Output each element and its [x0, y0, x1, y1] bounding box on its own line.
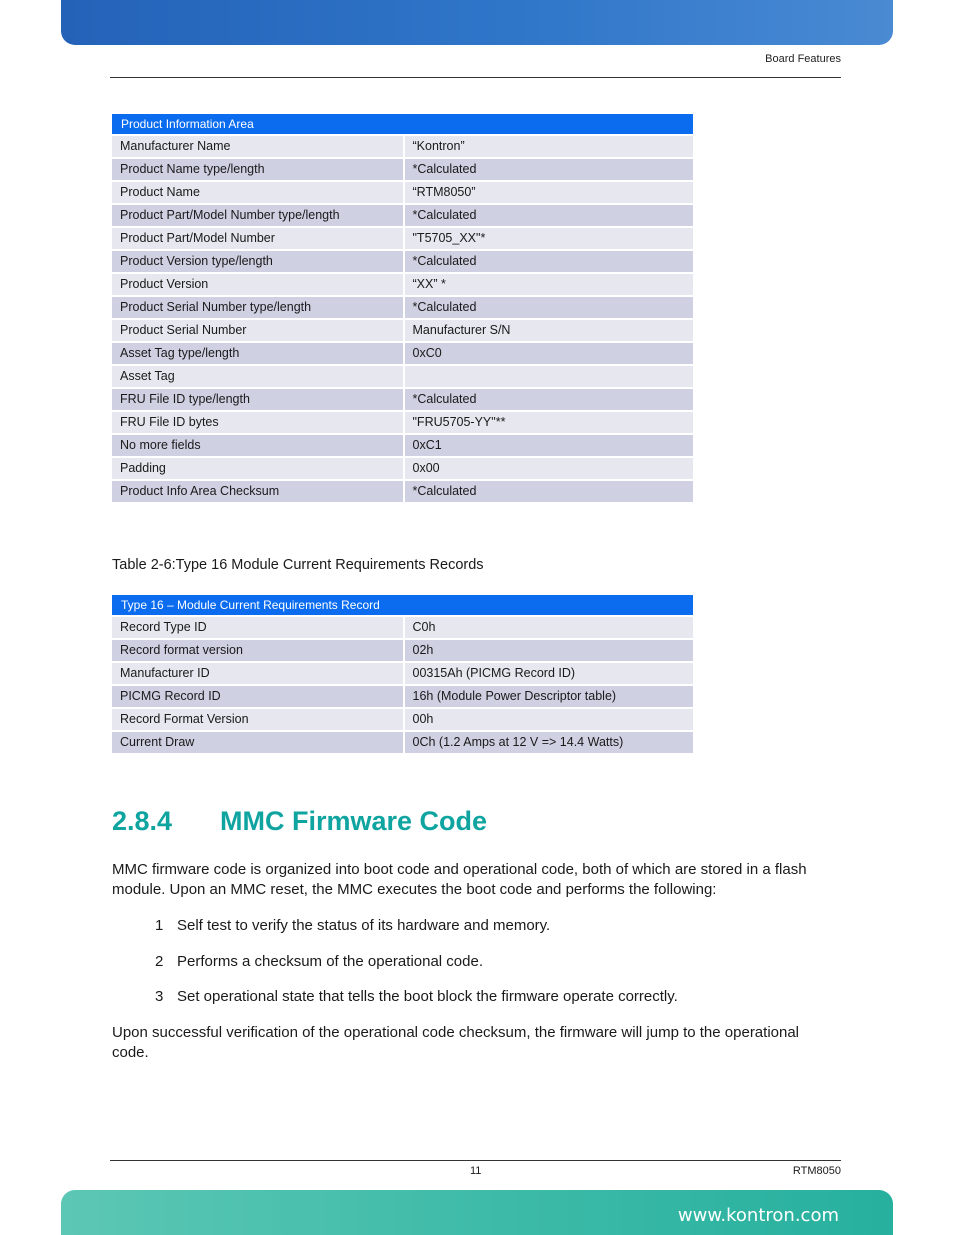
- table-row: [112, 251, 693, 272]
- field-name-cell: Product Part/Model Number: [112, 228, 403, 249]
- field-name-cell: No more fields: [112, 435, 403, 456]
- list-text: Set operational state that tells the boot block the firmware operate correctly.: [177, 988, 678, 1005]
- table-title: Product Information Area: [112, 114, 693, 134]
- table-row: [112, 412, 693, 433]
- field-value-cell: C0h: [403, 617, 694, 638]
- field-name-cell: PICMG Record ID: [112, 686, 403, 707]
- list-number: 3: [155, 988, 164, 1005]
- paragraph-intro: MMC firmware code is organized into boot code and operational code, both of which are stored in a flash module. Upon an MMC reset, the MMC executes the boot code and performs the following:: [112, 861, 807, 898]
- field-value-cell: 0Ch (1.2 Amps at 12 V => 14.4 Watts): [403, 732, 694, 753]
- field-value-cell: 00h: [403, 709, 694, 730]
- field-name-cell: Padding: [112, 458, 403, 479]
- bottom-banner: [61, 1190, 893, 1235]
- table-row: [112, 663, 693, 684]
- paragraph-conclusion: Upon successful verification of the operational code checksum, the firmware will jump to the operational code.: [112, 1024, 800, 1061]
- field-value-cell: "FRU5705-YY"**: [403, 412, 694, 433]
- field-value-cell: “XX” *: [403, 274, 694, 295]
- document-name: RTM8050: [792, 1165, 841, 1177]
- table-row: [112, 709, 693, 730]
- field-name-cell: Asset Tag: [112, 366, 403, 387]
- table-row: [112, 732, 693, 753]
- field-value-cell: *Calculated: [403, 389, 694, 410]
- table-row: [112, 274, 693, 295]
- field-name-cell: Product Serial Number type/length: [112, 297, 403, 318]
- table-row: [112, 686, 693, 707]
- field-name-cell: Product Part/Model Number type/length: [112, 205, 403, 226]
- field-value-cell: *Calculated: [403, 205, 694, 226]
- field-name-cell: Product Name type/length: [112, 159, 403, 180]
- field-name-cell: Record Format Version: [112, 709, 403, 730]
- field-value-cell: *Calculated: [403, 251, 694, 272]
- field-value-cell: 16h (Module Power Descriptor table): [403, 686, 694, 707]
- footer-rule: [110, 1160, 841, 1161]
- field-value-cell: Manufacturer S/N: [403, 320, 694, 341]
- field-name-cell: FRU File ID bytes: [112, 412, 403, 433]
- table-row: [112, 320, 693, 341]
- header-section-title: Board Features: [765, 53, 841, 65]
- table-row: [112, 435, 693, 456]
- field-name-cell: Current Draw: [112, 732, 403, 753]
- list-number: 1: [155, 917, 164, 934]
- type16-requirements-table: [112, 593, 693, 755]
- field-name-cell: FRU File ID type/length: [112, 389, 403, 410]
- field-value-cell: *Calculated: [403, 159, 694, 180]
- product-information-table: [112, 112, 693, 504]
- table-row: [112, 458, 693, 479]
- list-item: [155, 952, 483, 972]
- table-title: Type 16 – Module Current Requirements Record: [112, 595, 693, 615]
- list-text: Performs a checksum of the operational code.: [177, 953, 483, 970]
- table-row: [112, 228, 693, 249]
- field-value-cell: *Calculated: [403, 297, 694, 318]
- field-name-cell: Product Name: [112, 182, 403, 203]
- section-number: 2.8.4: [112, 806, 173, 836]
- field-name-cell: Product Serial Number: [112, 320, 403, 341]
- table-row: [112, 640, 693, 661]
- table-row: [112, 205, 693, 226]
- field-value-cell: "T5705_XX"*: [403, 228, 694, 249]
- field-name-cell: Record format version: [112, 640, 403, 661]
- field-value-cell: 02h: [403, 640, 694, 661]
- field-name-cell: Manufacturer Name: [112, 136, 403, 157]
- section-title: MMC Firmware Code: [220, 806, 488, 836]
- table-row: [112, 182, 693, 203]
- field-value-cell: 0xC1: [403, 435, 694, 456]
- table-row: [112, 159, 693, 180]
- table-row: [112, 136, 693, 157]
- list-item: [155, 987, 678, 1007]
- field-name-cell: Asset Tag type/length: [112, 343, 403, 364]
- website-link[interactable]: www.kontron.com: [677, 1205, 839, 1226]
- header-rule: [110, 77, 841, 78]
- field-value-cell: [403, 366, 694, 387]
- table-row: [112, 481, 693, 502]
- field-name-cell: Product Version type/length: [112, 251, 403, 272]
- field-value-cell: “RTM8050”: [403, 182, 694, 203]
- page-number: 11: [470, 1165, 482, 1177]
- list-number: 2: [155, 953, 164, 970]
- table-row: [112, 389, 693, 410]
- field-value-cell: 00315Ah (PICMG Record ID): [403, 663, 694, 684]
- table-caption: Table 2-6:Type 16 Module Current Requirements Records: [112, 557, 484, 573]
- field-name-cell: Product Info Area Checksum: [112, 481, 403, 502]
- field-value-cell: *Calculated: [403, 481, 694, 502]
- table-row: [112, 343, 693, 364]
- list-text: Self test to verify the status of its hardware and memory.: [177, 917, 551, 934]
- section-heading: [112, 806, 487, 837]
- table-row: [112, 617, 693, 638]
- field-name-cell: Record Type ID: [112, 617, 403, 638]
- field-name-cell: Manufacturer ID: [112, 663, 403, 684]
- field-value-cell: 0xC0: [403, 343, 694, 364]
- top-banner: [61, 0, 893, 45]
- field-value-cell: “Kontron”: [403, 136, 694, 157]
- list-item: [155, 916, 550, 936]
- field-value-cell: 0x00: [403, 458, 694, 479]
- table-row: [112, 366, 693, 387]
- table-row: [112, 297, 693, 318]
- field-name-cell: Product Version: [112, 274, 403, 295]
